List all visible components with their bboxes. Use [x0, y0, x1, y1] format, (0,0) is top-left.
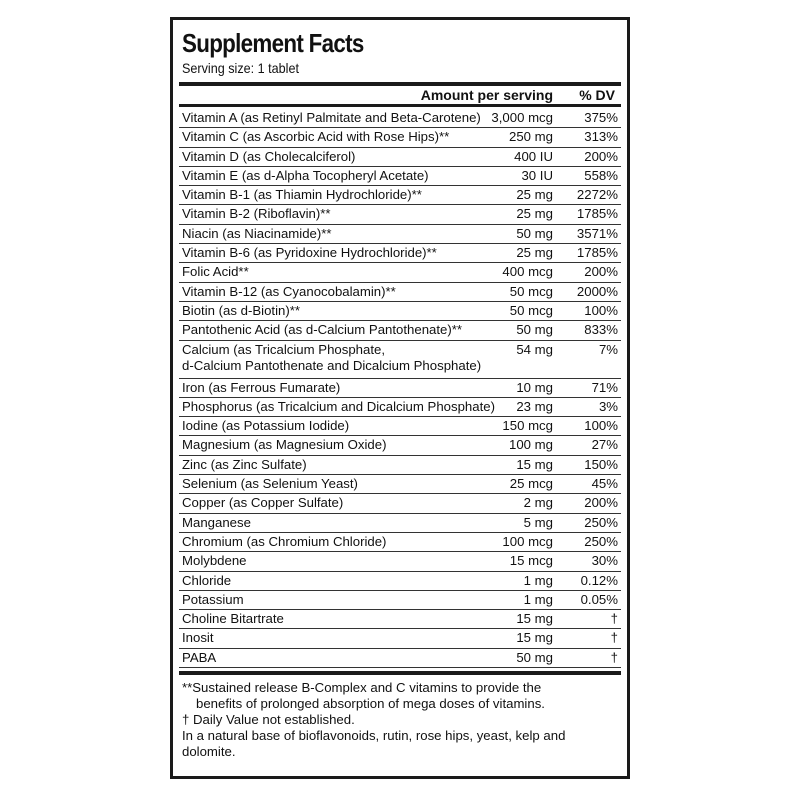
nutrient-name: Iron (as Ferrous Fumarate): [182, 379, 341, 395]
nutrient-name: Vitamin B-6 (as Pyridoxine Hydrochloride)**: [182, 245, 437, 261]
table-row: [179, 649, 621, 668]
table-row: [179, 225, 621, 244]
nutrient-daily-value: 30%: [591, 553, 618, 569]
column-header-row: [179, 86, 621, 104]
table-row: [179, 109, 621, 128]
supplement-facts-panel: [170, 17, 630, 779]
nutrient-name: Vitamin A (as Retinyl Palmitate and Beta-Carotene): [182, 110, 481, 125]
table-row: [179, 379, 621, 398]
table-row: [179, 436, 621, 455]
table-row: [179, 321, 621, 340]
nutrient-name: PABA: [182, 649, 217, 665]
nutrient-name: Vitamin E (as d-Alpha Tocopheryl Acetate): [182, 167, 429, 183]
nutrient-name: Choline Bitartrate: [182, 611, 284, 627]
table-row: [179, 244, 621, 263]
serving-size: Serving size: 1 tablet: [182, 60, 299, 76]
table-row: [179, 552, 621, 571]
nutrient-daily-value: 558%: [584, 167, 618, 183]
nutrient-name: Vitamin D (as Cholecalciferol): [182, 148, 356, 164]
table-row: [179, 610, 621, 629]
nutrient-daily-value: †: [610, 611, 618, 627]
header-rule-bottom: [179, 104, 621, 107]
nutrient-daily-value: 833%: [584, 322, 618, 338]
nutrient-amount: 400 mcg: [502, 264, 553, 280]
table-row: [179, 533, 621, 552]
nutrient-amount: 50 mcg: [509, 302, 553, 318]
table-row: [179, 167, 621, 186]
footer-rule: [179, 671, 621, 675]
nutrient-amount: 15 mg: [516, 456, 553, 472]
nutrient-amount: 100 mcg: [502, 533, 553, 549]
nutrient-name: Molybdene: [182, 553, 247, 569]
nutrient-daily-value: 71%: [591, 379, 618, 395]
nutrient-daily-value: †: [610, 649, 618, 665]
nutrient-daily-value: 27%: [591, 437, 618, 453]
nutrient-name: Chloride: [182, 572, 232, 588]
nutrient-name: Pantothenic Acid (as d-Calcium Pantothenate)**: [182, 322, 463, 338]
nutrient-amount: 25 mg: [516, 206, 553, 222]
nutrient-amount: 15 mg: [516, 630, 553, 646]
nutrient-name: Inosit: [182, 630, 214, 646]
nutrient-name: Folic Acid**: [182, 264, 249, 280]
nutrient-table: [179, 109, 621, 668]
nutrient-amount: 54 mg: [516, 341, 553, 357]
nutrient-name: Vitamin C (as Ascorbic Acid with Rose Hips)**: [182, 129, 450, 145]
nutrient-amount: 1 mg: [523, 572, 553, 588]
nutrient-amount: 3,000 mcg: [491, 110, 553, 125]
nutrient-name: Zinc (as Zinc Sulfate): [182, 456, 307, 472]
table-row: [179, 572, 621, 591]
nutrient-amount: 15 mg: [516, 611, 553, 627]
panel-title: Supplement Facts: [182, 28, 364, 58]
nutrient-name: Vitamin B-12 (as Cyanocobalamin)**: [182, 283, 396, 299]
nutrient-amount: 15 mcg: [509, 553, 553, 569]
nutrient-amount: 50 mg: [516, 322, 553, 338]
nutrient-daily-value: 0.05%: [580, 591, 618, 607]
nutrient-amount: 25 mg: [516, 187, 553, 203]
nutrient-daily-value: 3571%: [576, 225, 618, 241]
nutrient-daily-value: 250%: [584, 533, 618, 549]
nutrient-daily-value: 2000%: [576, 283, 618, 299]
table-row: [179, 148, 621, 167]
nutrient-daily-value: 45%: [591, 476, 618, 492]
nutrient-daily-value: 3%: [598, 398, 618, 414]
nutrient-daily-value: 375%: [584, 110, 618, 125]
nutrient-daily-value: 0.12%: [580, 572, 618, 588]
nutrient-amount: 30 IU: [521, 167, 553, 183]
nutrient-name: Phosphorus (as Tricalcium and Dicalcium Phosphate): [182, 398, 495, 414]
table-row: [179, 263, 621, 282]
footnote-daily-value: † Daily Value not established.: [182, 712, 355, 727]
footnotes: [182, 680, 622, 760]
nutrient-amount: 1 mg: [523, 591, 553, 607]
nutrient-name: Calcium (as Tricalcium Phosphate,: [182, 341, 386, 357]
nutrient-amount: 50 mg: [516, 649, 553, 665]
nutrient-name: Biotin (as d-Biotin)**: [182, 302, 301, 318]
nutrient-daily-value: 7%: [598, 341, 618, 357]
table-row: [179, 302, 621, 321]
nutrient-amount: 50 mcg: [509, 283, 553, 299]
table-row: [179, 591, 621, 610]
table-row: [179, 417, 621, 436]
table-row: [179, 475, 621, 494]
footnote-sustained-release: **Sustained release B-Complex and C vitamins to provide the: [182, 680, 542, 695]
nutrient-name: Magnesium (as Magnesium Oxide): [182, 437, 387, 453]
table-row: [179, 186, 621, 205]
footnote-sustained-release-cont: benefits of prolonged absorption of mega doses of vitamins.: [196, 696, 545, 711]
table-row: [179, 341, 621, 379]
nutrient-daily-value: 2272%: [576, 187, 618, 203]
nutrient-amount: 2 mg: [523, 495, 553, 511]
nutrient-amount: 5 mg: [523, 514, 553, 530]
nutrient-daily-value: 1785%: [576, 245, 618, 261]
nutrient-name: Manganese: [182, 514, 251, 530]
amount-column-header: Amount per serving: [420, 87, 553, 103]
table-row: [179, 456, 621, 475]
table-row: [179, 205, 621, 224]
nutrient-daily-value: 200%: [584, 495, 618, 511]
nutrient-amount: 25 mcg: [509, 476, 553, 492]
nutrient-name: Selenium (as Selenium Yeast): [182, 476, 358, 492]
table-row: [179, 398, 621, 417]
nutrient-name-cont: d-Calcium Pantothenate and Dicalcium Phosphate): [182, 357, 482, 373]
nutrient-name: Niacin (as Niacinamide)**: [182, 225, 332, 241]
table-row: [179, 629, 621, 648]
nutrient-amount: 10 mg: [516, 379, 553, 395]
table-row: [179, 128, 621, 147]
nutrient-name: Iodine (as Potassium Iodide): [182, 418, 350, 434]
nutrient-daily-value: 250%: [584, 514, 618, 530]
table-row: [179, 494, 621, 513]
nutrient-daily-value: †: [610, 630, 618, 646]
nutrient-name: Potassium: [182, 591, 244, 607]
nutrient-amount: 50 mg: [516, 225, 553, 241]
nutrient-amount: 25 mg: [516, 245, 553, 261]
table-row: [179, 514, 621, 533]
nutrient-daily-value: 1785%: [576, 206, 618, 222]
nutrient-daily-value: 150%: [584, 456, 618, 472]
dv-column-header: % DV: [579, 87, 615, 103]
nutrient-daily-value: 100%: [584, 302, 618, 318]
nutrient-name: Vitamin B-2 (Riboflavin)**: [182, 206, 331, 222]
nutrient-name: Vitamin B-1 (as Thiamin Hydrochloride)**: [182, 187, 422, 203]
nutrient-amount: 150 mcg: [502, 418, 553, 434]
table-row: [179, 283, 621, 302]
nutrient-daily-value: 200%: [584, 264, 618, 280]
nutrient-amount: 23 mg: [516, 398, 553, 414]
nutrient-daily-value: 313%: [584, 129, 618, 145]
nutrient-amount: 250 mg: [509, 129, 553, 145]
nutrient-name: Copper (as Copper Sulfate): [182, 495, 344, 511]
nutrient-daily-value: 200%: [584, 148, 618, 164]
footnote-natural-base-cont: dolomite.: [182, 744, 236, 759]
footnote-natural-base: In a natural base of bioflavonoids, rutin, rose hips, yeast, kelp and: [182, 728, 566, 743]
nutrient-name: Chromium (as Chromium Chloride): [182, 533, 387, 549]
nutrient-amount: 100 mg: [509, 437, 553, 453]
nutrient-amount: 400 IU: [514, 148, 553, 164]
nutrient-daily-value: 100%: [584, 418, 618, 434]
